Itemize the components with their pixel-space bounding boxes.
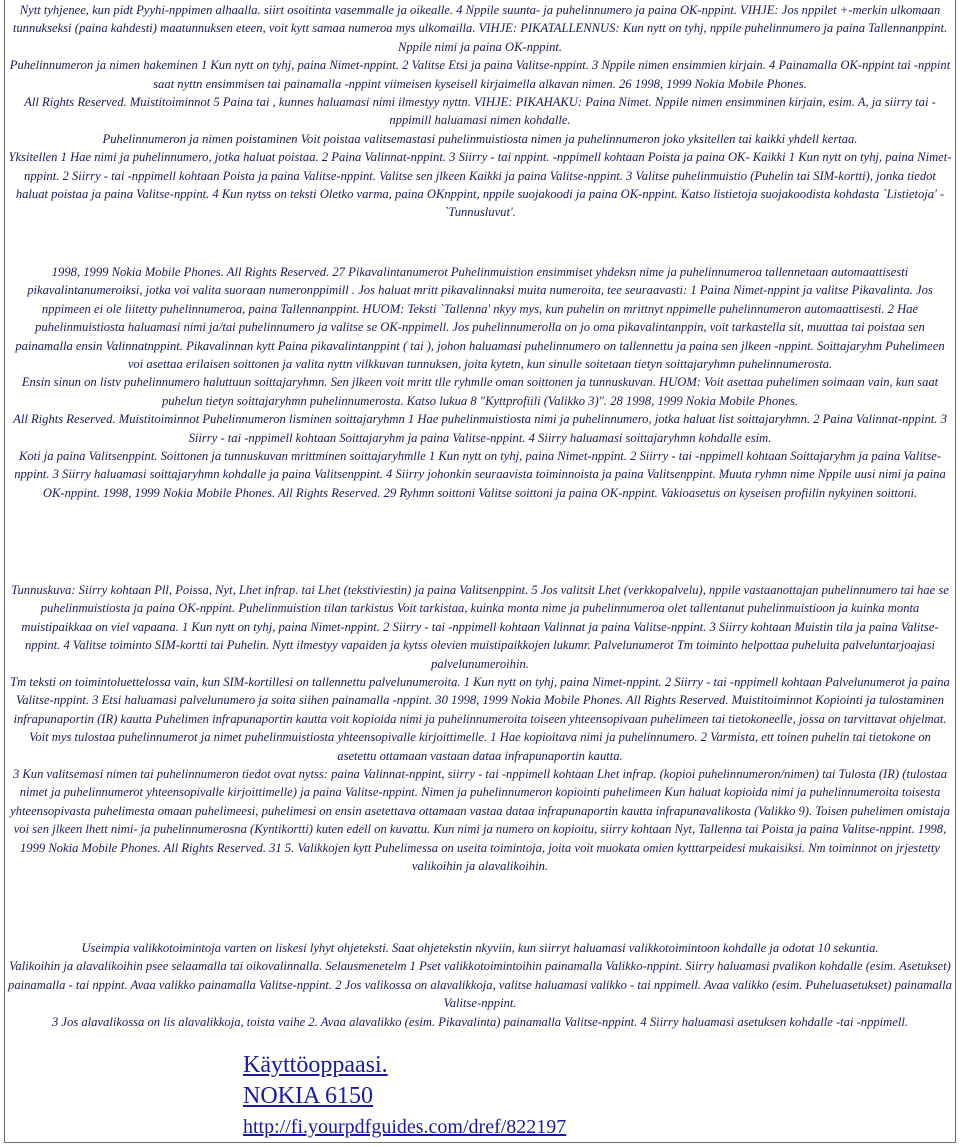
model-link[interactable]: NOKIA 6150	[243, 1083, 373, 1109]
paragraph-help-text: Useimpia valikkotoimintoja varten on liskesi lyhyt ohjeteksti. Saat ohjetekstin nkyviin, kun siirryt haluamasi valikkotoimintoon kohdalle ja odotat 10 sekuntia.	[81, 941, 879, 955]
paragraph-ir-copy-menus: 3 Kun valitsemasi nimen tai puhelinnumeron tiedot ovat nytss: paina Valinnat-nppint, siirry - tai -nppimell kohtaan Lhet infrap. (kopioi puhelinnumeron/nimen) tai Tulosta (IR) (tulostaa nimet ja puhelinnumerot yhteensopivalle kirjoittimelle) ja paina Valitse-nppint. Nimen ja puhelinnumeron kopiointi puhelimeen Kun haluat kopioida nimi ja puhelinnumeroita toisesta yhteensopivasta puhelimesta omaan puhelimeesi, puhelimesi on ensin asetettava ottamaan vastaa dataa infrapunaportin kautta infrapunavalikosta (Valikko 9). Toisen puhelimen omistaja voi sen jlkeen lhett nimi- ja puhelinnumerosna (Kyntikortti) kuten edell on kuvattu. Kun nimi ja numero on kopioitu, siirry kohtaan Nyt, Tallenna tai Poista ja paina Valitse-nppint. 1998, 1999 Nokia Mobile Phones. All Rights Reserved. 31 5. Valikkojen kytt Puhelimessa on useita toimintoja, joita voit muokata omien kytttarpeidesi mukaisiksi. Nm toiminnot on jrjestetty valikoihin ja alavalikoihin.	[10, 767, 950, 874]
paragraph-add-to-group: All Rights Reserved. Muistitoiminnot Puhelinnumeron lisminen soittajaryhmn 1 Hae puhelinmuistiosta nimi ja puhelinnumero, jotka haluat list soittajaryhmn. 2 Paina Valinnat-nppint. 3 Siirry - tai -nppimell kohtaan Soittajaryhm ja paina Valitse-nppint. 4 Siirry haluamasi soittajaryhmn kohdalle esim.	[13, 412, 947, 445]
section-menu-usage	[8, 939, 952, 1031]
source-url-link[interactable]: http://fi.yourpdfguides.com/dref/822197	[243, 1116, 567, 1138]
paragraph-delete-intro: Puhelinnumeron ja nimen poistaminen Voit poistaa valitsemastasi puhelinmuistiosta nimen ja puhelinnumeron joko yksitellen tai kaikki yhdell kertaa.	[102, 131, 858, 146]
paragraph-speed-dial: 1998, 1999 Nokia Mobile Phones. All Rights Reserved. 27 Pikavalintanumerot Puhelinmuistion ensimmiset yhdeksn nime ja puhelinnumeroa tallennetaan automaattisesti pikavalintanumeroiksi, jotka voi valita suoraan numeronppimill . Jos haluat mritt pikavalinnaksi muita numeroita, tee seuraavasti: 1 Paina Nimet-nppint ja valitse Pikavalinta. Jos nppimeen ei ole liitetty puhelinnumeroa, paina Tallennanppint. HUOM: Teksti `Tallenna' nkyy mys, kun puhelin on mrittnyt nppimelle puhelinnumeron automaattisesti. 2 Hae puhelinmuistiosta haluamasi nimi ja/tai puhelinnumero ja valitse se OK-nppimell. Jos puhelinnumerolla on jo oma pikavalintanppin, voit tarkastella sit, muuttaa tai poistaa sen painamalla ensin Valinnatnppint. Pikavalinnan kytt Paina pikavalintanppint ( tai ), johon haluamasi puhelinnumero on tallennettu ja paina sen jlkeen -nppint. Soittajaryhm Puhelimeen voi asettaa erilaisen soittonen ja valita nyttn vilkkuvan tunnuksen, joita kytetn, kun sinulle soitetaan tietyn soittajaryhmn puhelinnumerosta.	[15, 265, 945, 372]
section-speed-dial-caller-groups	[8, 263, 952, 502]
document-page	[4, 0, 956, 1143]
section-memory-service-ir	[8, 581, 952, 876]
paragraph-scroll-menus: Valikoihin ja alavalikoihin psee selaamalla tai oikovalinnalla. Selausmenetelm 1 Pset valikkotoimintoihin painamalla Valikko-nppint. Siirry haluamasi pvalikon kohdalle (esim. Asetukset) painamalla - tai nppint. Avaa valikko painamalla Valitse-nppint. 2 Jos valikossa on alavalikkoja, valitse haluamasi valikko - tai nppimell. Avaa valikko (esim. Puheluasetukset) painamalla Valitse-nppint.	[8, 959, 952, 1011]
paragraph-caller-group-intro: Ensin sinun on listv puhelinnumero haluttuun soittajaryhmn. Sen jlkeen voit mritt tlle ryhmlle oman soittonen ja tunnuskuvan. HUOM: Voit asettaa puhelimen soimaan vain, kun saat puhelun tietyn soittajaryhmn puhelinnumerosta. Katso lukua 8 "Kyttprofiili (Valikko 3)". 28 1998, 1999 Nokia Mobile Phones.	[21, 375, 939, 408]
paragraph-save-number: Nytt tyhjenee, kun pidt Pyyhi-nppimen alhaalla. siirt osoitinta vasemmalle ja oikealle. 4 Nppile suunta- ja puhelinnumero ja paina OK-nppint. VIHJE: Jos nppilet +-merkin ulkomaan tunnukseksi (paina kahdesti) maatunnuksen eteen, voit kytt samaa numeroa mys ulkomailla. VIHJE: PIKATALLENNUS: Kun nytt on tyhj, nppile puhelinnumero ja paina Tallennanppint. Nppile nimi ja paina OK-nppint.	[12, 3, 948, 54]
guide-title-link[interactable]: Käyttöoppaasi.	[243, 1052, 388, 1078]
paragraph-search-name: Puhelinnumeron ja nimen hakeminen 1 Kun nytt on tyhj, paina Nimet-nppint. 2 Valitse Etsi ja paina Valitse-nppint. 3 Nppile nimen ensimmien kirjain. 4 Painamalla OK-nppint tai -nppint saat nyttn ensimmisen tai painamalla -nppint viimeisen kyseisell kirjaimella alkavan nimen. 26 1998, 1999 Nokia Mobile Phones.	[9, 58, 951, 91]
paragraph-service-numbers-ir: Tm teksti on toimintoluettelossa vain, kun SIM-kortillesi on tallennettu palvelunumeroita. 1 Kun nytt on tyhj, paina Nimet-nppint. 2 Siirry - tai -nppimell kohtaan Palvelunumerot ja paina Valitse-nppint. 3 Etsi haluamasi palvelunumero ja soita siihen painamalla -nppint. 30 1998, 1999 Nokia Mobile Phones. All Rights Reserved. Muistitoiminnot Kopiointi ja tulostaminen infrapunaportin (IR) kautta Puhelimen infrapunaportin kautta voit kopioida nimi ja puhelinnumeroita toiseen yhteensopivaan puhelimeen tai tietokoneelle, jossa on tarvittavat ohjelmat. Voit mys tulostaa puhelinnumerot ja nimet puhelinmuistiosta yhteensopivalle kirjoittimelle. 1 Hae kopioitava nimi ja puhelinnumero. 2 Varmista, ett toinen puhelin tai tietokone on asetettu ottamaan vastaan dataa infrapunaportin kautta.	[10, 675, 950, 763]
paragraph-memory-status: Tunnuskuva: Siirry kohtaan Pll, Poissa, Nyt, Lhet infrap. tai Lhet (tekstiviestin) ja paina Valitsenppint. 5 Jos valitsit Lhet (verkkopalvelu), nppile vastaanottajan puhelinnumero tai hae se puhelinmuistiosta ja paina OK-nppint. Puhelinmuistion tilan tarkistus Voit tarkistaa, kuinka monta nime ja puhelinnumeroa olet tallentanut puhelinmuistioon ja kuinka monta muistipaikkaa on viel vapaana. 1 Kun nytt on tyhj, paina Nimet-nppint. 2 Siirry - tai -nppimell kohtaan Valinnat ja paina Valitse-nppint. 3 Siirry kohtaan Muistin tila ja paina Valitse-nppint. 4 Valitse toiminto SIM-kortti tai Puhelin. Nytt ilmestyy vapaiden ja kytss olevien muistipaikkojen lukumr. Palvelunumerot Tm toiminto helpottaa puheluita palveluntarjoajasi palvelunumeroihin.	[11, 583, 949, 671]
paragraph-submenus: 3 Jos alavalikossa on lis alavalikkoja, toista vaihe 2. Avaa alavalikko (esim. Pikavalinta) painamalla Valitse-nppint. 4 Siirry haluamasi asetuksen kohdalle -tai -nppimell.	[51, 1014, 909, 1029]
paragraph-quick-search: All Rights Reserved. Muistitoiminnot 5 Paina tai , kunnes haluamasi nimi ilmestyy nyttn. VIHJE: PIKAHAKU: Paina Nimet. Nppile nimen ensimminen kirjain, esim. A, ja siirry tai -nppimill haluamasi nimen kohdalle.	[24, 95, 936, 128]
footer-links	[243, 1050, 843, 1140]
section-phonebook-save-search-delete	[8, 1, 952, 222]
paragraph-delete-steps: Yksitellen 1 Hae nimi ja puhelinnumero, jotka haluat poistaa. 2 Paina Valinnat-nppint. 3 Siirry - tai nppint. -nppimell kohtaan Poista ja paina OK- Kaikki 1 Kun nytt on tyhj, paina Nimet-nppint. 2 Siirry - tai -nppimell kohtaan Poista ja paina Valitse-nppint. Valitse sen jlkeen Kaikki ja paina Valitse-nppint. 3 Valitse puhelinmuistio (Puhelin tai SIM-kortti), jonka tiedot haluat poistaa ja paina Valitse-nppint. 4 Kun nytss on teksti Oletko varma, paina OKnppint, nppile suojakoodi ja paina OK-nppint. Katso listietoja suojakoodista kohdasta `Listietoja' - `Tunnusluvut'.	[8, 150, 952, 220]
paragraph-group-ringtone: Koti ja paina Valitsenppint. Soittonen ja tunnuskuvan mrittminen soittajaryhmlle 1 Kun nytt on tyhj, paina Nimet-nppint. 2 Siirry - tai -nppimell kohtaan Soittajaryhm ja paina Valitse-nppint. 3 Siirry haluamasi soittajaryhmn kohdalle ja paina Valitsenppint. 4 Siirry johonkin seuraavista toiminnoista ja paina Valitsenppint. Muuta ryhmn nime Nppile uusi nimi ja paina OK-nppint. 1998, 1999 Nokia Mobile Phones. All Rights Reserved. 29 Ryhmn soittoni Valitse soittoni ja paina OK-nppint. Vakioasetus on kyseisen profiilin nykyinen soittoni.	[14, 449, 946, 500]
